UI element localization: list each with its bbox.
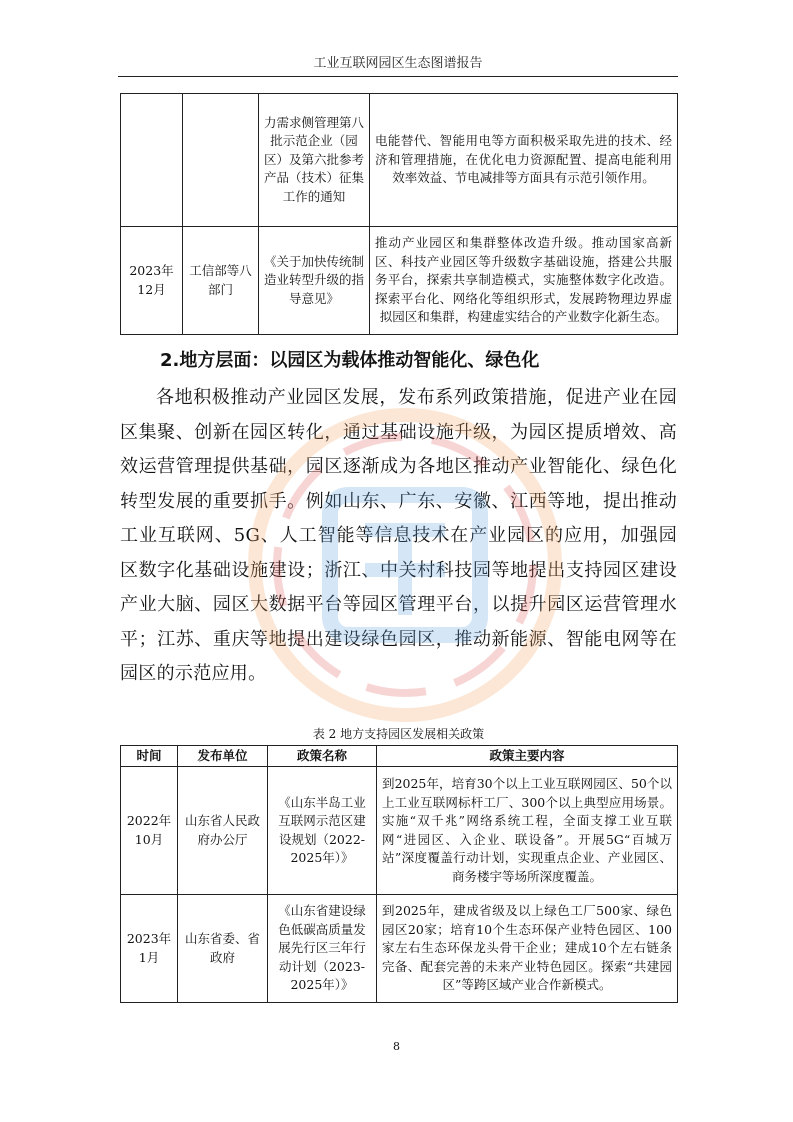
- section-heading: 2.地方层面：以园区为载体推动智能化、绿色化: [160, 350, 540, 371]
- page-header-title: 工业互联网园区生态图谱报告: [313, 56, 483, 71]
- header-rule: [118, 76, 678, 77]
- table-header-row: [121, 746, 678, 767]
- cell-org: 山东省人民政府办公厅: [178, 767, 268, 895]
- page-number: 8: [393, 1040, 400, 1053]
- cell-org: 山东省委、省政府: [178, 895, 268, 1003]
- cell-policy-content: 推动产业园区和集群整体改造升级。推动国家高新区、科技产业园区等升级数字基础设施，搭建公共服务平台，探索共享制造模式，实施整体数字化改造。探索平台化、网络化等组织形式，发展跨物理边界虚拟园区和集群，构建虚实结合的产业数字化新生态。: [370, 227, 678, 335]
- header-policy-content: 政策主要内容: [377, 746, 678, 767]
- cell-policy-name: 《山东半岛工业互联网示范区建设规划（2022-2025年）》: [268, 767, 377, 895]
- body-paragraph: 各地积极推动产业园区发展，发布系列政策措施，促进产业在园区集聚、创新在园区转化，通过基础设施升级，为园区提质增效、高效运营管理提供基础，园区逐渐成为各地区推动产业智能化、绿色化转型发展的重要抓手。例如山东、广东、安徽、江西等地，提出推动工业互联网、5G、人工智能等信息技术在产业园区的应用，加强园区数字化基础设施建设；浙江、中关村科技园等地提出支持园区建设产业大脑、园区大数据平台等园区管理平台，以提升园区运营管理水平；江苏、重庆等地提出建设绿色园区，推动新能源、智能电网等在园区的示范应用。: [120, 387, 677, 684]
- cell-time: [121, 94, 183, 227]
- cell-time: 2022年10月: [121, 767, 178, 895]
- cell-org: 工信部等八部门: [183, 227, 259, 335]
- table-row: [121, 895, 678, 1003]
- local-policy-table: [120, 745, 678, 1003]
- cell-policy-content: 到2025年，培育30个以上工业互联网园区、50个以上工业互联网标杆工厂、300个以上典型应用场景。实施“双千兆”网络系统工程，全面支撑工业互联网“进园区、入企业、联设备”。开展5G“百城万站”深度覆盖行动计划，实现重点企业、产业园区、商务楼宇等场所深度覆盖。: [377, 767, 678, 895]
- policy-table-continued: [120, 93, 678, 335]
- table-caption: 表 2 地方支持园区发展相关政策: [312, 727, 485, 741]
- table-row: [121, 767, 678, 895]
- cell-policy-name: 《山东省建设绿色低碳高质量发展先行区三年行动计划（2023-2025年）》: [268, 895, 377, 1003]
- header-time: 时间: [121, 746, 178, 767]
- header-org: 发布单位: [178, 746, 268, 767]
- cell-policy-name: 力需求侧管理第八批示范企业（园区）及第六批参考产品（技术）征集工作的通知: [259, 94, 370, 227]
- table-row: [121, 94, 678, 227]
- cell-org: [183, 94, 259, 227]
- cell-time: 2023年12月: [121, 227, 183, 335]
- cell-policy-name: 《关于加快传统制造业转型升级的指导意见》: [259, 227, 370, 335]
- cell-policy-content: 电能替代、智能用电等方面积极采取先进的技术、经济和管理措施，在优化电力资源配置、提高电能利用效率效益、节电减排等方面具有示范引领作用。: [370, 94, 678, 227]
- cell-time: 2023年1月: [121, 895, 178, 1003]
- cell-policy-content: 到2025年，建成省级及以上绿色工厂500家、绿色园区20家；培育10个生态环保产业特色园区、100家左右生态环保龙头骨干企业；建成10个左右链条完备、配套完善的未来产业特色园区。探索“共建园区”等跨区域产业合作新模式。: [377, 895, 678, 1003]
- table-row: [121, 227, 678, 335]
- header-policy-name: 政策名称: [268, 746, 377, 767]
